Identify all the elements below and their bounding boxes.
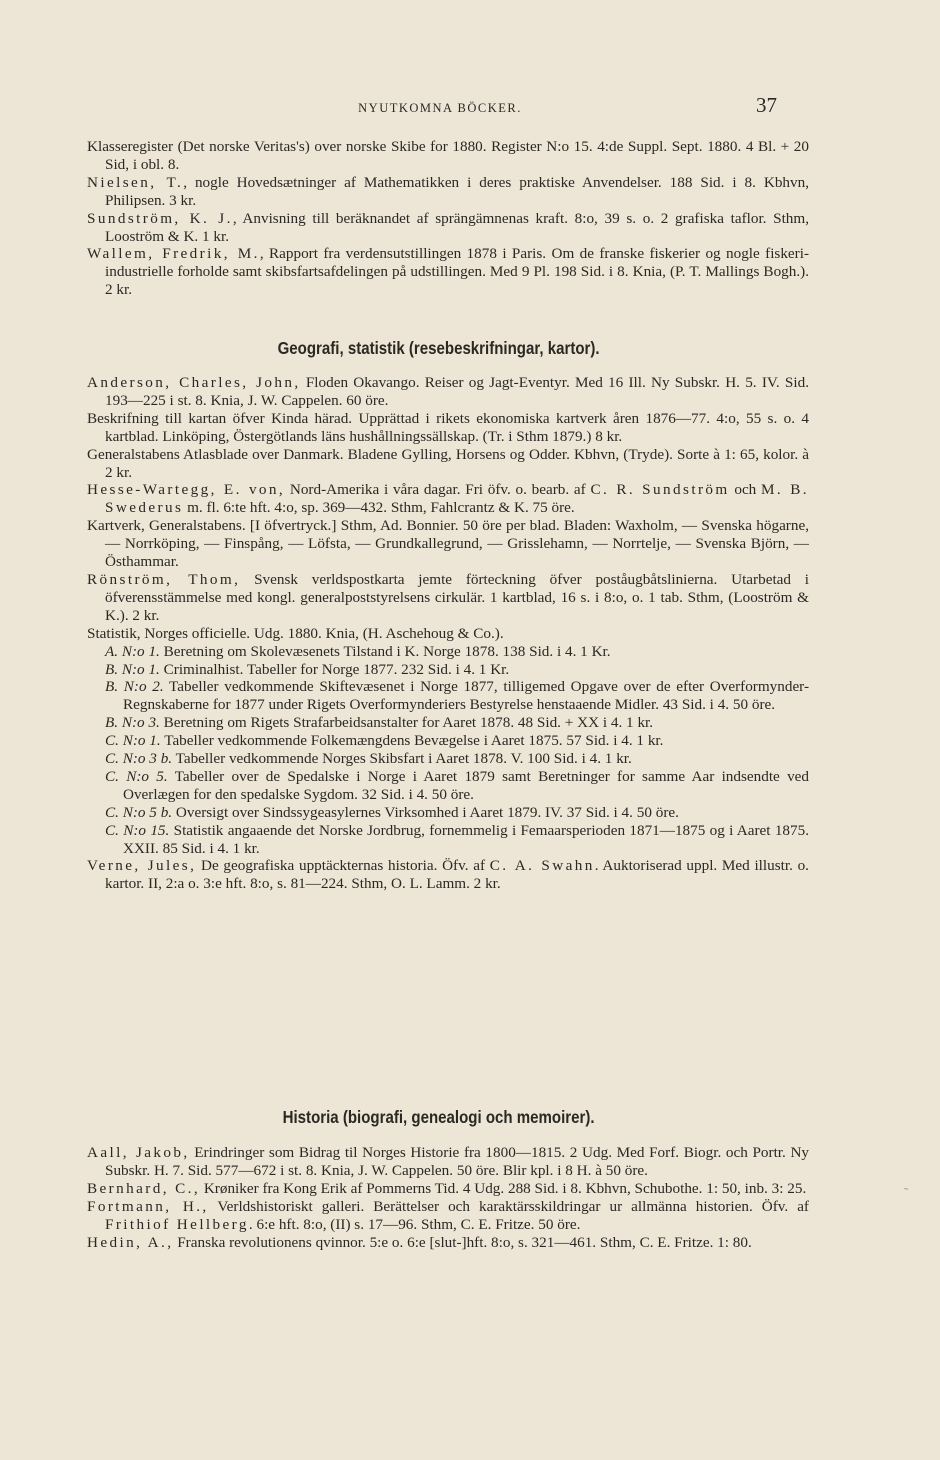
- sub-entry-text: Criminalhist. Tabeller for Norge 1877. 232 Sid. i 4. 1 Kr.: [159, 660, 510, 678]
- sub-entry: [105, 750, 809, 768]
- entry-author: Nielsen, T.: [87, 173, 184, 191]
- entry: [87, 1180, 809, 1198]
- entry: [87, 517, 809, 571]
- sub-entry-text: Oversigt over Sindssygeasylernes Virksomhed i Aaret 1879. IV. 37 Sid. i 4. 50 öre.: [172, 803, 679, 821]
- sub-entry-label: B. N:o 1.: [105, 660, 160, 678]
- entry-translator: C. R. Sundström: [590, 481, 730, 499]
- entry-author: Fortmann, H.,: [87, 1197, 209, 1215]
- entry: [87, 210, 809, 246]
- entry-text: . Auktoriserad uppl. Med illustr. o. kartor. II, 2:a o. 3:e hft. 8:o, s. 81—224. Sthm, O. L. Lamm. 2 kr.: [105, 857, 809, 893]
- entry-author: Verne, Jules,: [87, 857, 197, 875]
- entry-text: m. fl. 6:te hft. 4:o, sp. 369—432. Sthm, Fahlcrantz & K. 75 öre.: [183, 499, 575, 517]
- entry: [87, 374, 809, 410]
- sub-entry-label: B. N:o 2.: [105, 678, 164, 696]
- statistik-subentries: [87, 643, 809, 858]
- sub-entry-label: A. N:o 1.: [105, 642, 160, 660]
- sub-entry-label: C. N:o 5 b.: [105, 803, 173, 821]
- entry-text: , Rapport fra verdensutstillingen 1878 i Paris. Om de franske fiskerier og nogle fiskeri-industrielle forholde samt skibsfartsafdelingen på udstillingen. Med 9 Pl. 198 Sid. i 8. Knia, (P. T. Mallings Bogh.). 2 kr.: [105, 245, 809, 299]
- sub-entry: [105, 714, 809, 732]
- sub-entry-label: C. N:o 5.: [105, 767, 168, 785]
- entry: [87, 625, 809, 643]
- entry: [87, 446, 809, 482]
- sub-entry-label: C. N:o 3 b.: [105, 750, 173, 768]
- entry: [87, 138, 809, 174]
- sub-entry-label: B. N:o 3.: [105, 714, 160, 732]
- sub-entry-label: C. N:o 15.: [105, 821, 170, 839]
- entry-author: Rönström, Thom,: [87, 570, 241, 588]
- entry-translator: M. B. Swederus: [105, 481, 809, 517]
- sub-entry: [105, 804, 809, 822]
- entry-text: Kartverk, Generalstabens. [I öfvertryck.] Sthm, Ad. Bonnier. 50 öre per blad. Bladen: Waxholm, — Svenska högarne, — Norrköping, — Finspång, — Löfsta, — Grundkallegrund, — Grisslehamn, — Norrtelje, — Svenska Björn, — Östhammar.: [87, 517, 809, 571]
- section-heading-historia: Historia (biografi, genealogi och memoirer).: [282, 1107, 595, 1127]
- entry-author: Hedin, A.,: [87, 1233, 174, 1251]
- sub-entry-text: Tabeller vedkommende Norges Skibsfart i Aaret 1878. V. 100 Sid. i 4. 1 kr.: [172, 750, 632, 768]
- entries-block-2: [87, 374, 809, 893]
- entry-text: Nord-Amerika i våra dagar. Fri öfv. o. bearb. af: [285, 481, 591, 499]
- entry: [87, 1198, 809, 1234]
- page-number: 37: [756, 93, 777, 117]
- sub-entry-text: Tabeller over de Spedalske i Norge i Aaret 1879 samt Beretninger for samme Aar indsendte ved Overlægen for den spedalske Sygdom. 32 Sid. i 4. 50 öre.: [123, 767, 809, 803]
- sub-entry-text: Tabeller vedkommende Folkemængdens Bevægelse i Aaret 1875. 57 Sid. i 4. 1 kr.: [160, 732, 664, 750]
- entry: [87, 410, 809, 446]
- sub-entry-label: C. N:o 1.: [105, 732, 161, 750]
- entry-text: Krøniker fra Kong Erik af Pommerns Tid. 4 Udg. 288 Sid. i 8. Kbhvn, Schubothe. 1: 50, inb. 3: 25.: [200, 1179, 807, 1197]
- entry-text: Generalstabens Atlasblade over Danmark. Bladene Gylling, Horsens og Odder. Kbhvn, (Tryde). Sorte à 1: 65, kolor. à 2 kr.: [87, 445, 809, 481]
- entries-block-3: [87, 1144, 809, 1251]
- entry-text: Statistik, Norges officielle. Udg. 1880. Knia, (H. Aschehoug & Co.).: [87, 624, 504, 642]
- section-heading-geografi: Geografi, statistik (resebeskrifningar, kartor).: [277, 338, 600, 358]
- sub-entry: [105, 768, 809, 804]
- running-head: [0, 93, 940, 117]
- entry-text: Verldshistoriskt galleri. Berättelser och karaktärsskildringar ur allmänna historien. Öfv. af: [208, 1197, 809, 1215]
- sub-entry: [105, 643, 809, 661]
- entry-translator: C. A. Swahn: [489, 857, 595, 875]
- entry: [87, 174, 809, 210]
- entry-author: Hesse-Wartegg, E. von,: [87, 481, 286, 499]
- entry: [87, 1234, 809, 1252]
- entry-text: Floden Okavango. Reiser og Jagt-Eventyr. Med 16 Ill. Ny Subskr. H. 5. IV. Sid. 193—225 i st. 8. Knia, J. W. Cappelen. 60 öre.: [105, 374, 809, 409]
- entry-text: Svensk verldspostkarta jemte förteckning öfver poståugbåtslinierna. Utarbetad i öfverensstämmelse med kongl. generalpoststyrelsens cirkulär. 1 kartblad, 16 s. i 8:o, o. 1 tab. Sthm, (Looström & K.). 2 kr.: [105, 570, 809, 624]
- entry: [87, 481, 809, 517]
- sub-entry: [105, 732, 809, 750]
- entry-text: och: [729, 481, 762, 499]
- sub-entry-text: Tabeller vedkommende Skiftevæsenet i Norge 1877, tilligemed Opgave over de efter Overformynder-Regnskaberne for 1877 under Rigets Overformynderiers Bestyrelse henstaaende Midler. 43 Sid. i 4. 50 öre.: [123, 678, 809, 714]
- entry-author: Aall, Jakob,: [87, 1144, 190, 1161]
- entry-translator: Frithiof Hellberg: [105, 1215, 249, 1233]
- entry-text: Erindringer som Bidrag til Norges Historie fra 1800—1815. 2 Udg. Med Forf. Biogr. och Portr. Ny Subskr. H. 7. Sid. 577—672 i st. 8. Knia, J. W. Cappelen. 50 öre. Blir kpl. i 8 H. à 50 öre.: [105, 1144, 809, 1179]
- entries-block-1: [87, 138, 809, 299]
- entry-text: De geografiska upptäckternas historia. Öfv. af: [196, 857, 490, 875]
- sub-entry: [105, 678, 809, 714]
- sub-entry-text: Statistik angaaende det Norske Jordbrug, fornemmelig i Femaarsperioden 1871—1875 og i Aaret 1875. XXII. 85 Sid. i 4. 1 kr.: [123, 821, 809, 857]
- entry: [87, 245, 809, 299]
- entry-text: Klasseregister (Det norske Veritas's) over norske Skibe for 1880. Register N:o 15. 4:de Suppl. Sept. 1880. 4 Bl. + 20 Sid, i obl. 8.: [87, 138, 809, 173]
- entry-author: Wallem, Fredrik, M.: [87, 245, 260, 263]
- entry-text: , Anvisning till beräknandet af sprängämnenas kraft. 8:o, 39 s. o. 2 grafiska taflor. Sthm, Looström & K. 1 kr.: [105, 209, 809, 245]
- sub-entry-text: Beretning om Skolevæsenets Tilstand i K. Norge 1878. 138 Sid. i 4. 1 Kr.: [159, 642, 611, 660]
- sub-entry-text: Beretning om Rigets Strafarbeidsanstalter for Aaret 1878. 48 Sid. + XX i 4. 1 kr.: [159, 714, 654, 732]
- sub-entry: [105, 822, 809, 858]
- entry-text: Beskrifning till kartan öfver Kinda härad. Upprättad i rikets ekonomiska kartverk åren 1876—77. 4:o, 55 s. o. 4 kartblad. Linköping, Östergötlands läns hushållningssällskap. (Tr. i Sthm 1879.) 8 kr.: [87, 409, 809, 445]
- entry-text: . 6:e hft. 8:o, (II) s. 17—96. Sthm, C. E. Fritze. 50 öre.: [248, 1215, 581, 1233]
- sub-entry: [105, 661, 809, 679]
- entry: [87, 571, 809, 625]
- entry-author: Anderson, Charles, John,: [87, 374, 301, 391]
- entry-text: Franska revolutionens qvinnor. 5:e o. 6:e [slut-]hft. 8:o, s. 321—461. Sthm, C. E. Fritze. 1: 80.: [173, 1233, 752, 1251]
- running-title: NYUTKOMNA BÖCKER.: [358, 101, 522, 115]
- entry-text: , nogle Hovedsætninger af Mathematikken i deres praktiske Anvendelser. 188 Sid. i 8. Kbhvn, Philipsen. 3 kr.: [105, 173, 809, 209]
- entry-author: Sundström, K. J.: [87, 209, 233, 227]
- entry: [87, 857, 809, 893]
- entry: [87, 1144, 809, 1180]
- margin-mark-icon: ˜: [904, 1185, 908, 1199]
- entry-author: Bernhard, C.,: [87, 1179, 201, 1197]
